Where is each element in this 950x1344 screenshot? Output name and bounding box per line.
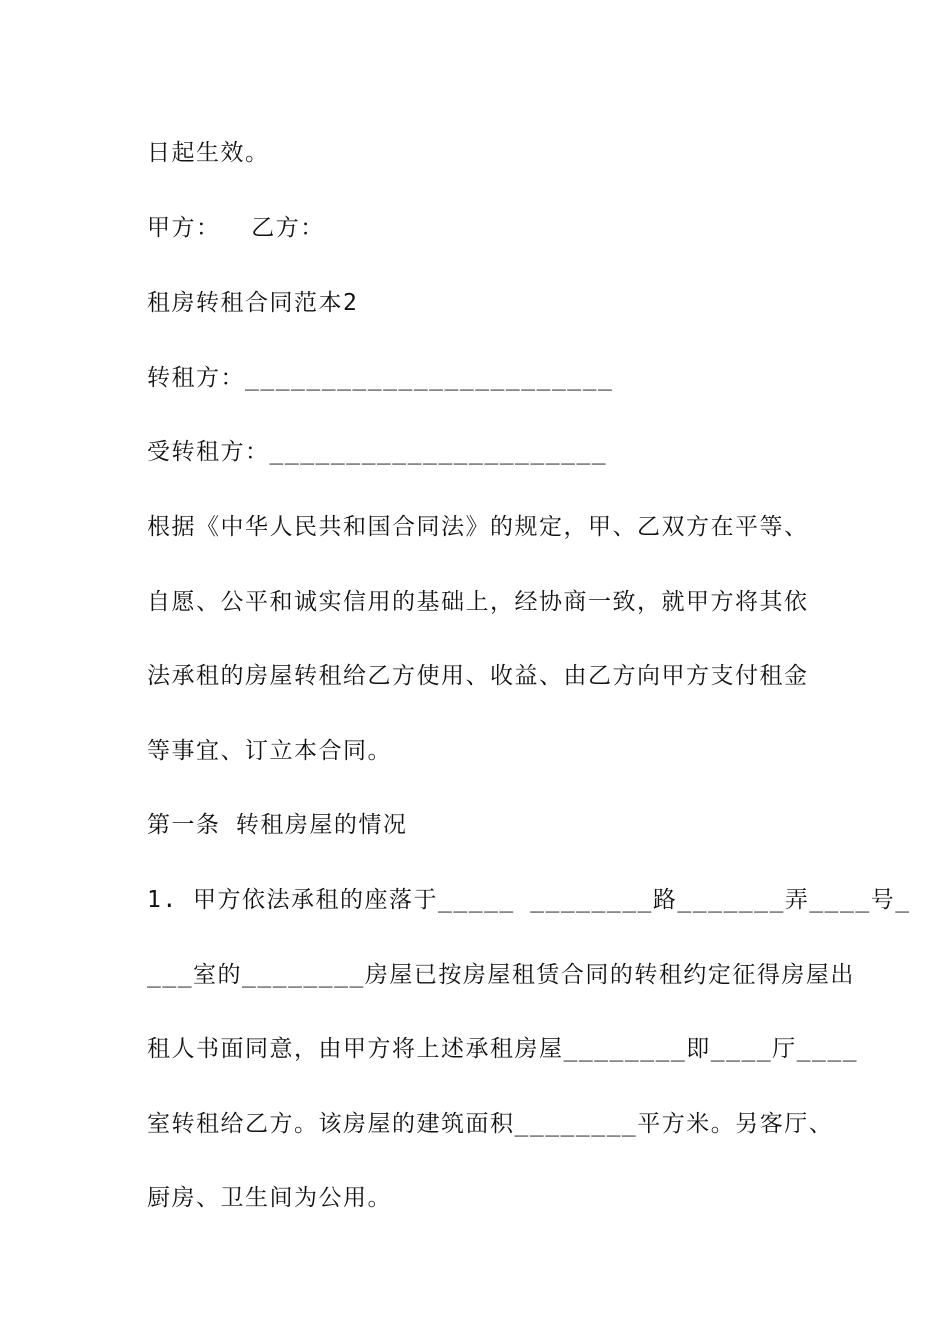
paragraph-line: 法承租的房屋转租给乙方使用、收益、由乙方向甲方支付租金 [147,663,809,689]
sublessee-field: 受转租方：______________________ [147,439,608,465]
article-heading: 第一条 转租房屋的情况 [147,812,408,838]
paragraph-line: ___室的________房屋已按房屋租赁合同的转租约定征得房屋出 [147,962,855,988]
text-line: 日起生效。 [147,140,270,166]
paragraph-line: 等事宜、订立本合同。 [147,738,392,764]
sublessor-field: 转租方：________________________ [147,365,614,391]
paragraph-line: 1. 甲方依法承租的座落于_____ ________路_______弄____号_ [147,887,911,913]
signature-line: 甲方： 乙方： [147,215,325,241]
paragraph-line: 室转租给乙方。该房屋的建筑面积________平方米。另客厅、 [147,1111,834,1137]
paragraph-line: 根据《中华人民共和国合同法》的规定，甲、乙双方在平等、 [147,514,809,540]
section-title: 租房转租合同范本2 [147,290,359,316]
paragraph-line: 厨房、卫生间为公用。 [147,1185,392,1211]
paragraph-line: 自愿、公平和诚实信用的基础上，经协商一致，就甲方将其依 [147,589,809,615]
paragraph-line: 租人书面同意，由甲方将上述承租房屋________即____厅____ [147,1036,859,1062]
